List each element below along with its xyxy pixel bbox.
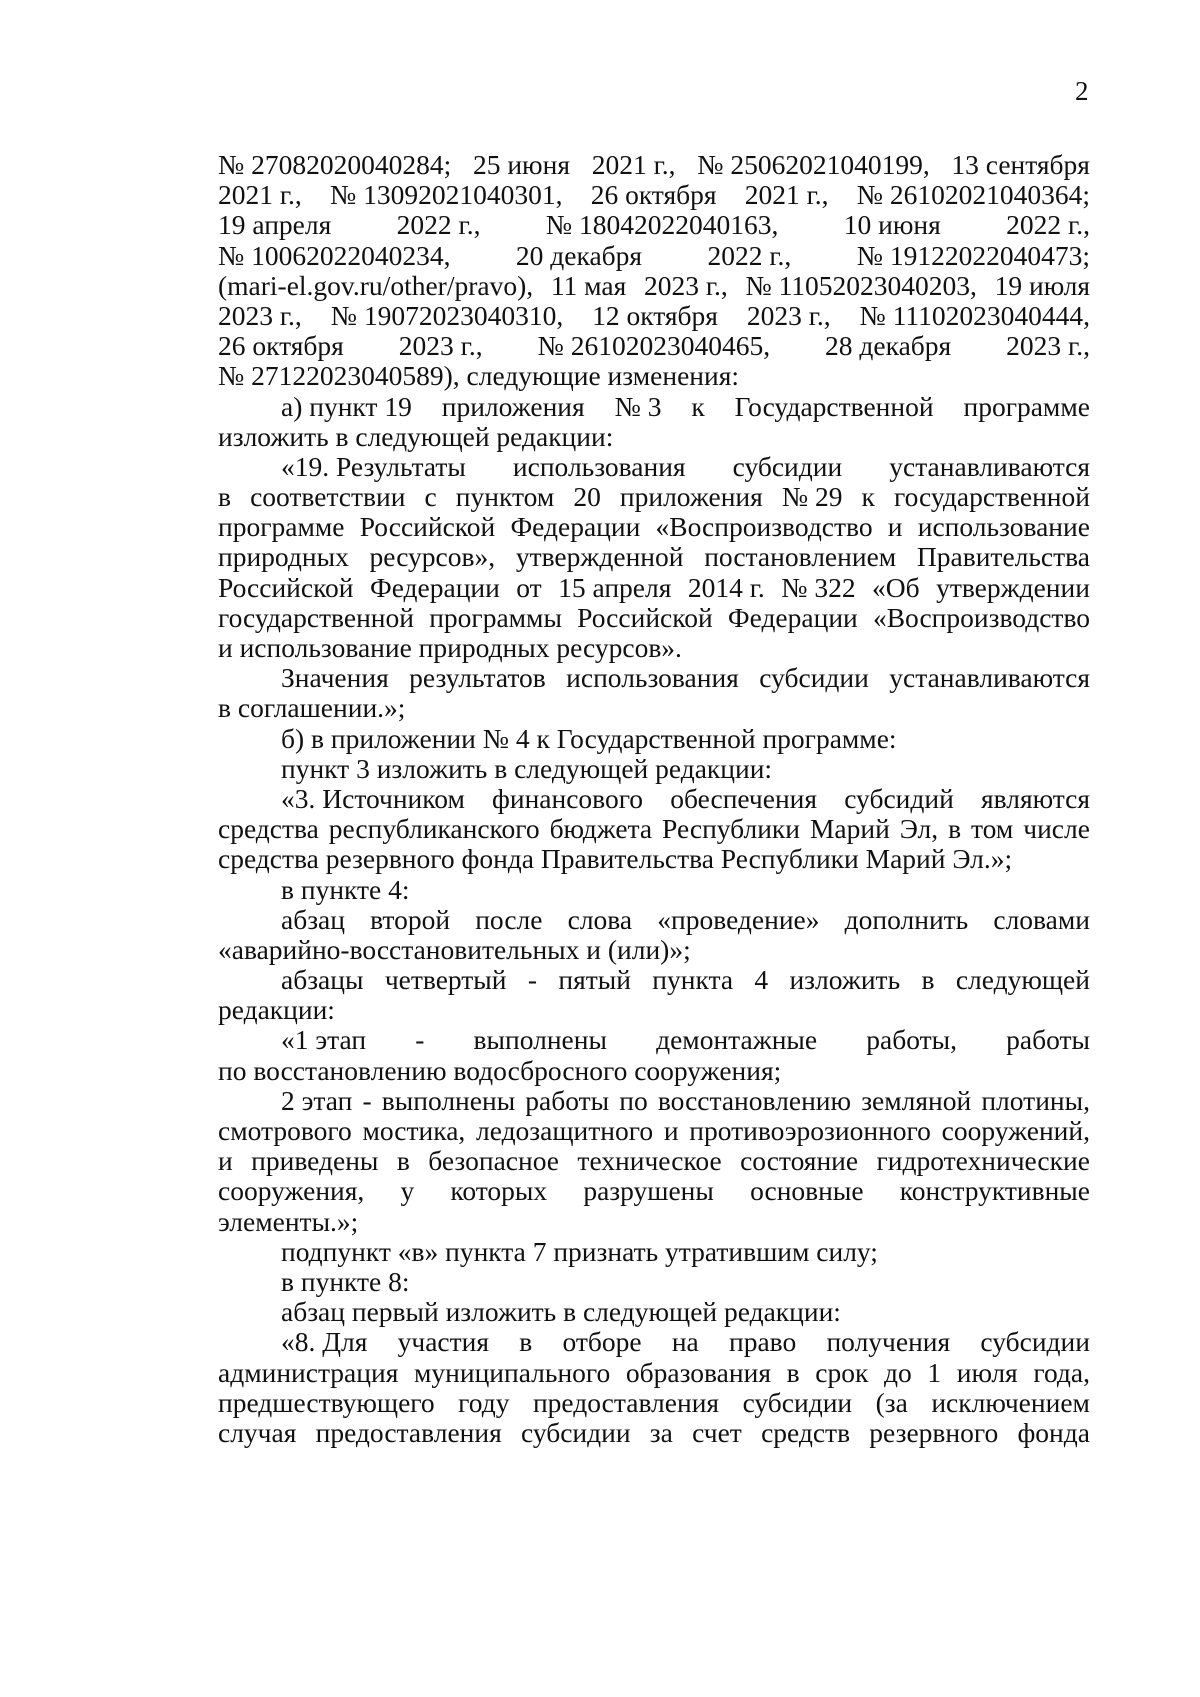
text-segment: 2023 г., — [218, 299, 302, 331]
text-segment: и — [663, 1115, 679, 1146]
text-segment: являются — [980, 782, 1090, 814]
text-segment: использование — [917, 511, 1090, 543]
text-segment: ледозащитного — [476, 1115, 654, 1146]
text-line — [218, 875, 1090, 905]
text-segment: работы — [525, 1084, 610, 1116]
text-segment: 2014 г. — [687, 571, 765, 603]
text-segment: № 27122023040589), следующие изменения: — [218, 360, 739, 392]
text-segment: пятый — [558, 964, 631, 996]
text-segment: к — [861, 481, 875, 513]
text-segment: исключением — [931, 1386, 1090, 1418]
text-segment: № 26102021040364; — [856, 179, 1090, 211]
text-segment: средства резервного фонда Правительства Республики Марий Эл.»; — [218, 843, 1013, 875]
text-line — [218, 784, 1090, 814]
text-segment: обеспечения — [670, 782, 818, 814]
text-segment: № 11102023040444, — [859, 299, 1090, 331]
text-segment: № 10062022040234, — [218, 239, 451, 271]
text-segment: дополнить — [844, 903, 969, 935]
text-line — [218, 693, 1090, 723]
text-segment: 2023 г., — [746, 299, 831, 331]
text-segment: 19 июля — [994, 269, 1090, 301]
text-segment: случая — [218, 1416, 297, 1448]
text-segment: - — [415, 1024, 425, 1056]
text-segment: числе — [1023, 813, 1090, 845]
text-segment: участия — [397, 1326, 490, 1358]
text-line — [218, 210, 1090, 240]
text-segment: а) пункт 19 — [281, 390, 412, 422]
text-segment: приложения — [619, 481, 763, 513]
text-line — [218, 1056, 1090, 1086]
text-segment: 12 октября — [592, 299, 718, 331]
text-segment: в — [396, 1145, 410, 1177]
text-segment: на — [671, 1326, 699, 1358]
text-segment: от — [516, 571, 542, 603]
text-segment: 2023 г., — [1006, 330, 1090, 362]
text-segment: после — [475, 903, 543, 935]
text-segment: 4 — [754, 964, 769, 996]
text-segment: у — [400, 1175, 415, 1207]
text-segment: 11 мая — [550, 269, 627, 301]
text-segment: пункт 3 изложить в следующей редакции: — [281, 752, 773, 784]
text-segment: предоставления — [315, 1416, 502, 1448]
text-segment: 2 этап — [281, 1084, 353, 1116]
text-line — [218, 1297, 1090, 1327]
text-segment: году — [458, 1386, 510, 1418]
text-segment: в пункте 8: — [281, 1265, 410, 1297]
text-segment: субсидии — [742, 1386, 853, 1418]
text-line — [218, 180, 1090, 210]
text-segment: Республики — [662, 813, 801, 845]
text-segment: 2021 г., — [591, 149, 676, 180]
text-segment: № 322 — [781, 571, 856, 603]
text-segment: четвертый — [384, 964, 507, 996]
text-segment: смотрового — [218, 1115, 352, 1146]
text-line — [218, 603, 1090, 633]
text-line — [218, 1116, 1090, 1146]
text-line — [218, 392, 1090, 422]
text-line — [218, 633, 1090, 663]
text-line — [218, 1388, 1090, 1418]
text-segment: восстановлению — [657, 1084, 852, 1116]
text-segment: «Воспроизводство — [872, 601, 1090, 633]
text-segment: «1 этап — [281, 1024, 367, 1056]
text-segment: субсидии — [520, 1416, 631, 1448]
text-segment: в — [921, 964, 935, 996]
text-segment: 2021 г., — [218, 179, 302, 211]
text-line — [218, 361, 1090, 391]
text-segment: использования — [566, 662, 739, 694]
text-line — [218, 301, 1090, 331]
text-line — [218, 724, 1090, 754]
text-segment: «Воспроизводство — [655, 511, 873, 543]
text-segment: 2023 г., — [643, 269, 728, 301]
text-segment: средства — [218, 813, 319, 845]
text-segment: пунктом — [455, 481, 555, 513]
text-segment: субсидий — [844, 782, 954, 814]
text-line — [218, 1418, 1090, 1448]
text-segment: Российской — [359, 511, 496, 543]
text-segment: слова — [567, 903, 633, 935]
text-segment: Марий — [809, 813, 890, 845]
text-segment: финансового — [492, 782, 644, 814]
text-segment: и — [887, 511, 903, 543]
text-segment: «проведение» — [657, 903, 820, 935]
text-segment: (mari-el.gov.ru/other/pravo), — [218, 269, 534, 301]
text-line — [218, 452, 1090, 482]
text-segment: пункта — [652, 964, 734, 996]
text-segment: Государственной — [734, 390, 934, 422]
text-segment: абзацы — [281, 964, 364, 996]
text-segment: 2022 г., — [396, 209, 481, 241]
text-segment: по восстановлению водосбросного сооружения; — [218, 1054, 782, 1086]
text-line — [218, 150, 1090, 180]
text-line — [218, 241, 1090, 271]
text-segment: государственной — [218, 601, 414, 633]
text-segment: бюджета — [549, 813, 653, 845]
text-segment: образования — [625, 1356, 771, 1388]
text-segment: «8. Для — [281, 1326, 368, 1358]
text-segment: № 19122022040473; — [856, 239, 1090, 271]
text-segment: до — [883, 1356, 912, 1388]
text-line — [218, 1086, 1090, 1116]
text-line — [218, 1358, 1090, 1388]
text-segment: субсидии — [759, 662, 869, 694]
text-segment: природных — [218, 541, 349, 573]
text-line — [218, 542, 1090, 572]
text-line — [218, 935, 1090, 965]
text-segment: программе — [218, 511, 345, 543]
text-segment: № 3 — [614, 390, 662, 422]
text-segment: в — [948, 813, 962, 845]
text-segment: Правительства — [916, 541, 1090, 573]
text-segment: 2022 г., — [1006, 209, 1090, 241]
text-segment: и — [218, 1145, 233, 1177]
text-segment: государственной — [893, 481, 1090, 513]
text-segment: 28 декабря — [825, 330, 952, 362]
text-line — [218, 1146, 1090, 1176]
text-segment: ресурсов», — [369, 541, 496, 573]
text-segment: средств — [761, 1416, 851, 1448]
text-segment: 2022 г., — [707, 239, 792, 271]
text-line — [218, 512, 1090, 542]
text-segment: второй — [370, 903, 451, 935]
text-segment: следующей — [955, 964, 1090, 996]
text-segment: земляной — [861, 1084, 972, 1116]
text-segment: 1 — [927, 1356, 942, 1388]
text-segment: с — [424, 481, 437, 513]
text-segment: 25 июня — [472, 149, 570, 180]
text-line — [218, 422, 1090, 452]
text-segment: использования — [512, 450, 686, 482]
text-segment: право — [729, 1326, 797, 1358]
text-segment: 19 апреля — [218, 209, 332, 241]
text-line — [218, 573, 1090, 603]
text-segment: программы — [429, 601, 562, 633]
text-segment: изложить в следующей редакции: — [218, 420, 614, 452]
page-number: 2 — [1075, 76, 1089, 106]
text-segment: муниципального — [414, 1356, 611, 1388]
text-segment: предоставления — [532, 1386, 720, 1418]
text-segment: 20 — [573, 481, 601, 513]
text-segment: - — [362, 1084, 372, 1116]
text-line — [218, 331, 1090, 361]
text-segment: счет — [692, 1416, 742, 1448]
text-segment: по — [619, 1084, 648, 1116]
text-segment: постановлением — [704, 541, 897, 573]
text-segment: 2023 г., — [398, 330, 483, 362]
text-segment: 10 июня — [843, 209, 941, 241]
text-segment: гидротехнические — [876, 1145, 1090, 1177]
text-segment: получения — [826, 1326, 951, 1358]
text-segment: № 26102023040465, — [537, 330, 771, 362]
text-line — [218, 754, 1090, 784]
text-line — [218, 1237, 1090, 1267]
text-segment: выполнены — [473, 1024, 607, 1056]
text-segment: предшествующего — [218, 1386, 435, 1418]
text-segment: к — [691, 390, 705, 422]
text-segment: в — [786, 1356, 800, 1388]
text-segment: работы, — [866, 1024, 957, 1056]
text-segment: «Об — [872, 571, 920, 603]
text-segment: в — [218, 481, 231, 513]
text-line — [218, 995, 1090, 1025]
text-segment: 13 сентября — [951, 149, 1090, 180]
text-line — [218, 482, 1090, 512]
text-segment: субсидии — [732, 450, 843, 482]
text-segment: июля — [956, 1356, 1018, 1388]
text-segment: которых — [450, 1175, 548, 1207]
text-segment: в — [519, 1326, 533, 1358]
text-segment: Значения — [281, 662, 389, 694]
text-segment: 15 апреля — [558, 571, 672, 603]
text-segment: результатов — [409, 662, 546, 694]
text-segment: и использование природных ресурсов». — [218, 632, 682, 663]
text-segment: отборе — [562, 1326, 642, 1358]
text-segment: основные — [750, 1175, 864, 1207]
text-line — [218, 1176, 1090, 1206]
text-segment: (за — [875, 1386, 908, 1418]
text-segment: - — [527, 964, 538, 996]
text-segment: плотины, — [981, 1084, 1090, 1116]
text-segment: Эл, — [899, 813, 939, 845]
text-segment: № 13092021040301, — [330, 179, 563, 211]
text-segment: демонтажные — [656, 1024, 818, 1056]
text-segment: администрация — [218, 1356, 399, 1388]
text-line — [218, 1267, 1090, 1297]
text-segment: том — [971, 813, 1014, 845]
text-segment: за — [649, 1416, 673, 1448]
text-segment: приведены — [251, 1145, 379, 1177]
text-segment: утверждении — [936, 571, 1090, 603]
text-segment: соответствии — [250, 481, 406, 513]
text-segment: конструктивные — [899, 1175, 1090, 1207]
text-segment: республиканского — [328, 813, 540, 845]
text-segment: противоэрозионного — [689, 1115, 931, 1146]
text-segment: № 25062021040199, — [697, 149, 930, 180]
text-segment: выполнены — [381, 1084, 516, 1116]
text-segment: «аварийно-восстановительных и (или)»; — [218, 933, 691, 965]
text-segment: № 29 — [781, 481, 843, 513]
text-segment: редакции: — [218, 994, 335, 1026]
text-segment: состояние — [740, 1145, 859, 1177]
text-segment: Российской — [218, 571, 354, 603]
text-segment: 26 октября — [590, 179, 717, 211]
text-segment: словами — [993, 903, 1090, 935]
text-line — [218, 844, 1090, 874]
text-segment: устанавливаются — [889, 662, 1090, 694]
text-line — [218, 1327, 1090, 1357]
text-line — [218, 663, 1090, 693]
text-segment: утвержденной — [515, 541, 684, 573]
text-segment: Федерации — [369, 571, 500, 603]
text-segment: абзац — [281, 903, 345, 935]
text-segment: 2021 г., — [744, 179, 829, 211]
text-segment: техническое — [577, 1145, 722, 1177]
text-segment: «3. Источником — [281, 782, 465, 814]
text-segment: № 11052023040203, — [745, 269, 977, 301]
text-segment: мостика, — [362, 1115, 466, 1146]
text-segment: № 18042022040163, — [545, 209, 779, 241]
text-segment: работы — [1006, 1024, 1090, 1056]
text-segment: абзац первый изложить в следующей редакции: — [281, 1296, 841, 1328]
text-line — [218, 965, 1090, 995]
text-line — [218, 271, 1090, 301]
text-segment: года, — [1033, 1356, 1090, 1388]
text-segment: безопасное — [428, 1145, 559, 1177]
text-segment: Федерации — [510, 511, 641, 543]
text-segment: в пункте 4: — [281, 873, 410, 905]
text-line — [218, 905, 1090, 935]
text-segment: 20 декабря — [515, 239, 643, 271]
text-segment: резервного — [869, 1416, 999, 1448]
text-segment: сооружения, — [218, 1175, 365, 1207]
text-segment: подпункт «в» пункта 7 признать утратившим силу; — [281, 1235, 878, 1267]
text-segment: сооружений, — [941, 1115, 1090, 1146]
text-segment: элементы.»; — [218, 1205, 359, 1237]
text-segment: «19. Результаты — [281, 450, 466, 482]
text-line — [218, 814, 1090, 844]
text-segment: Российской — [577, 601, 713, 633]
text-segment: приложения — [441, 390, 585, 422]
text-segment: фонда — [1017, 1416, 1090, 1448]
text-segment: № 19072023040310, — [330, 299, 564, 331]
text-segment: разрушены — [583, 1175, 714, 1207]
document-body — [218, 150, 1090, 1448]
text-segment: изложить — [789, 964, 901, 996]
text-segment: программе — [963, 390, 1090, 422]
text-segment: Федерации — [727, 601, 858, 633]
text-segment: устанавливаются — [889, 450, 1090, 482]
text-segment: субсидии — [980, 1326, 1090, 1358]
text-segment: 26 октября — [218, 330, 344, 362]
text-segment: срок — [815, 1356, 869, 1388]
text-segment: № 27082020040284; — [218, 149, 452, 180]
text-line — [218, 1207, 1090, 1237]
text-segment: в соглашении.»; — [218, 692, 406, 724]
text-segment: б) в приложении № 4 к Государственной программе: — [281, 722, 897, 754]
text-line — [218, 1025, 1090, 1055]
